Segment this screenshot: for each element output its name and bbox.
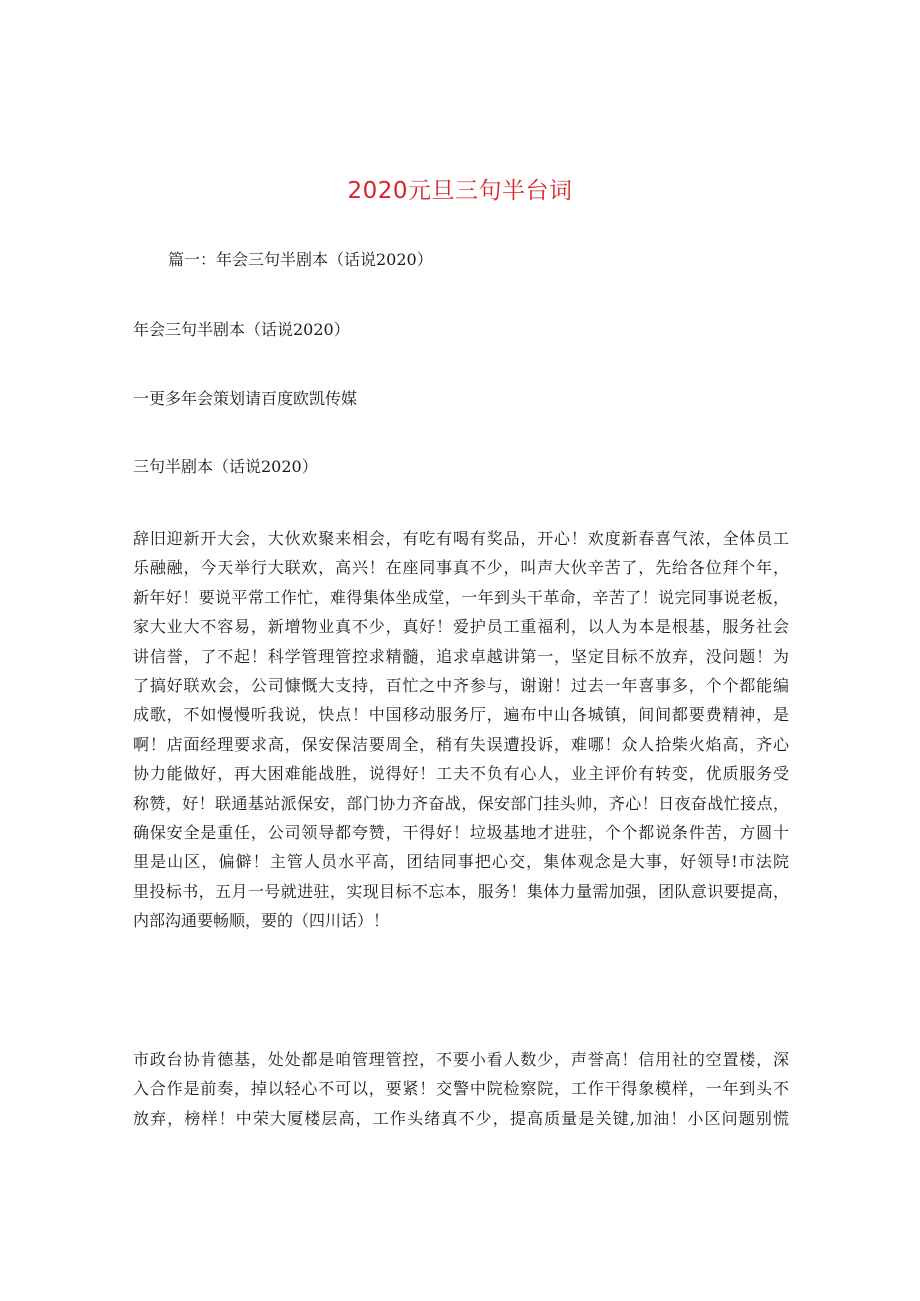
paragraph-line: 辞旧迎新开大会，大伙欢聚来相会，有吃有喝有奖品，开心！欢度新春喜气浓，全体员工 xyxy=(133,529,789,548)
paragraph-line: 啊！店面经理要求高，保安保洁要周全，稍有失误遭投诉，难哪！众人拾柴火焰高，齐心 xyxy=(133,734,789,754)
paragraph-line: 称赞，好！联通基站派保安，部门协力齐奋战，保安部门挂头帅，齐心！日夜奋战忙接点， xyxy=(133,793,789,813)
paragraph-line: 协力能做好，再大困难能战胜，说得好！工夫不负有心人，业主评价有转变，优质服务受 xyxy=(133,764,789,784)
paragraph-line: 放弃，榜样！中荣大厦楼层高，工作头绪真不少，提高质量是关键,加油！小区问题别慌 xyxy=(133,1108,789,1128)
text-line-script-subtitle: 三句半剧本（话说2020） xyxy=(133,457,318,476)
section-subheading: 篇一：年会三句半剧本（话说2020） xyxy=(168,250,433,269)
paragraph-line: 家大业大不容易，新增物业真不少，真好！爱护员工重福利，以人为本是根基，服务社会 xyxy=(133,617,789,637)
document-title: 2020元旦三句半台词 xyxy=(347,178,573,204)
paragraph-line: 里是山区，偏僻！主管人员水平高，团结同事把心交，集体观念是大事，好领导!市法院 xyxy=(133,852,789,872)
text-line-script-title: 年会三句半剧本（话说2020） xyxy=(133,320,350,339)
paragraph-line: 成歌，不如慢慢听我说，快点！中国移动服务厅，遍布中山各城镇，间间都要费精神，是 xyxy=(133,705,789,725)
paragraph-line: 内部沟通要畅顺，要的（四川话）！ xyxy=(133,911,390,931)
body-paragraph-1 xyxy=(133,524,789,935)
paragraph-line: 里投标书，五月一号就进驻，实现目标不忘本，服务！集体力量需加强，团队意识要提高， xyxy=(133,881,789,901)
paragraph-line: 乐融融，今天举行大联欢，高兴！在座同事真不少，叫声大伙辛苦了，先给各位拜个年， xyxy=(133,558,789,578)
body-paragraph-2 xyxy=(133,1045,789,1133)
paragraph-line: 了搞好联欢会，公司慷慨大支持，百忙之中齐参与，谢谢！过去一年喜事多，个个都能编 xyxy=(133,675,789,695)
paragraph-line: 市政台协肯德基，处处都是咱管理管控，不要小看人数少，声誉高！信用社的空置楼，深 xyxy=(133,1050,789,1069)
paragraph-line: 新年好！要说平常工作忙，难得集体坐成堂，一年到头干革命，辛苦了！说完同事说老板， xyxy=(133,587,789,607)
paragraph-line: 讲信誉，了不起！科学管理管控求精髓，追求卓越讲第一，坚定目标不放弃，没问题！为 xyxy=(133,646,789,666)
paragraph-line: 确保安全是重任，公司领导都夸赞，干得好！垃圾基地才进驻，个个都说条件苦，方圆十 xyxy=(133,822,789,842)
text-line-promo: 一更多年会策划请百度欧凯传媒 xyxy=(133,389,358,408)
paragraph-line: 入合作是前奏，掉以轻心不可以，要紧！交警中院检察院，工作干得象模样，一年到头不 xyxy=(133,1079,789,1099)
